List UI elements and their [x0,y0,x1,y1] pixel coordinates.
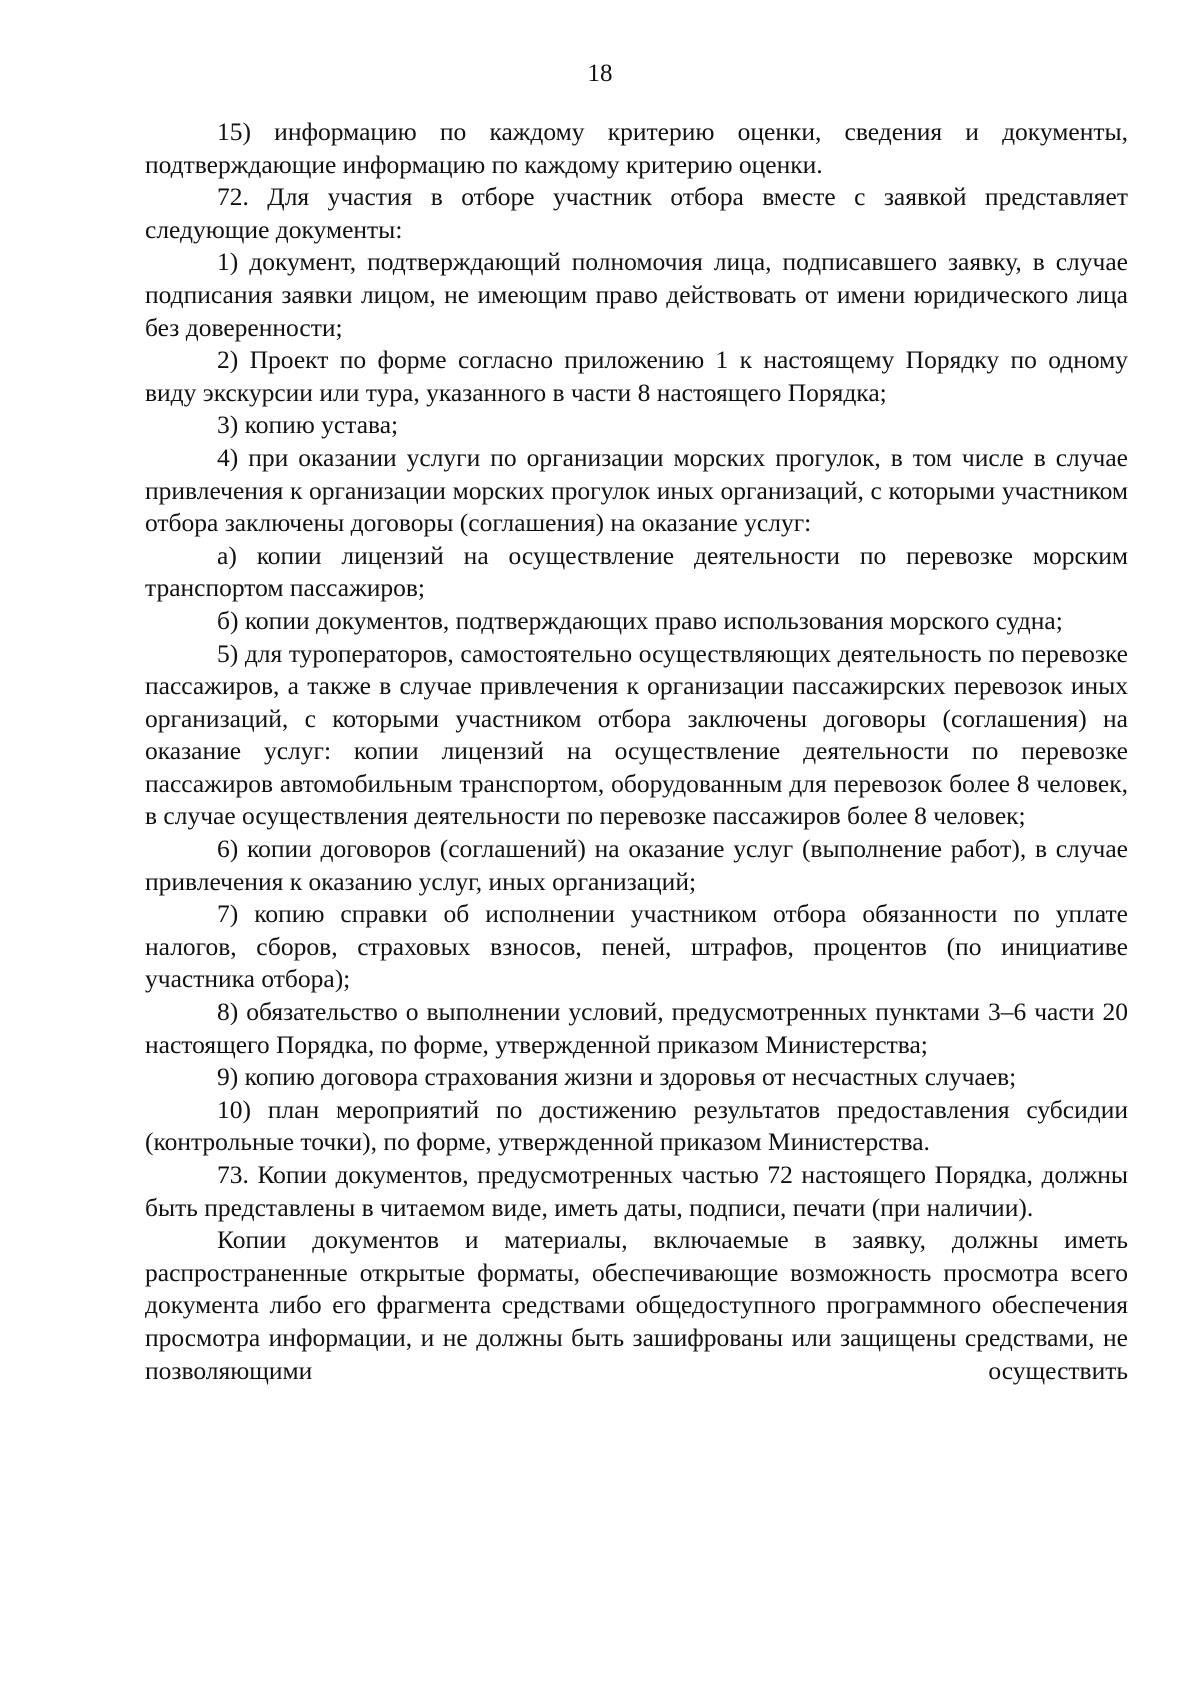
paragraph-item-4a: а) копии лицензий на осуществление деятельности по перевозке морским транспортом пассажиров; [145,540,1128,603]
paragraph-item-5: 5) для туроператоров, самостоятельно осуществляющих деятельность по перевозке пассажиров, а также в случае привлечения к организации пассажирских перевозок иных организаций, с которыми участником отбора заключены договоры (соглашения) на оказание услуг: копии лицензий на осуществление деятельности по перевозке пассажиров автомобильным транспортом, оборудованным для перевозок более 8 человек, в случае осуществления деятельности по перевозке пассажиров более 8 человек; [145,638,1128,831]
paragraph-item-2: 2) Проект по форме согласно приложению 1 к настоящему Порядку по одному виду экскурсии или тура, указанного в части 8 настоящего Порядка; [145,345,1128,407]
paragraph-item-10: 10) план мероприятий по достижению результатов предоставления субсидии (контрольные точки), по форме, утвержденной приказом Министерства. [145,1094,1128,1157]
paragraph-item-15: 15) информацию по каждому критерию оценки, сведения и документы, подтверждающие информацию по каждому критерию оценки. [145,117,1128,179]
paragraph-item-9: 9) копию договора страхования жизни и здоровья от несчастных случаев; [217,1062,1017,1092]
paragraph-copies-formats: Копии документов и материалы, включаемые в заявку, должны иметь распространенные открытые форматы, обеспечивающие возможность просмотра всего документа либо его фрагмента средствами общедоступного программного обеспечения просмотра информации, и не должны быть зашифрованы или защищены средствами, не позволяющими осуществить [145,1225,1128,1385]
paragraph-item-8: 8) обязательство о выполнении условий, предусмотренных пунктами 3–6 части 20 настоящего Порядка, по форме, утвержденной приказом Министерства; [145,997,1128,1059]
paragraph-section-72: 72. Для участия в отборе участник отбора вместе с заявкой представляет следующие документы: [145,182,1128,244]
paragraph-item-3: 3) копию устава; [217,410,399,440]
document-body [145,116,1128,1387]
paragraph-item-1: 1) документ, подтверждающий полномочия лица, подписавшего заявку, в случае подписания заявки лицом, не имеющим право действовать от имени юридического лица без доверенности; [145,247,1128,342]
paragraph-item-6: 6) копии договоров (соглашений) на оказание услуг (выполнение работ), в случае привлечения к оказанию услуг, иных организаций; [145,834,1128,896]
paragraph-item-4b: б) копии документов, подтверждающих право использования морского судна; [217,605,1063,635]
page-number: 18 [587,60,613,87]
paragraph-item-7: 7) копию справки об исполнении участником отбора обязанности по уплате налогов, сборов, страховых взносов, пеней, штрафов, процентов (по инициативе участника отбора); [145,899,1128,994]
paragraph-item-4: 4) при оказании услуги по организации морских прогулок, в том числе в случае привлечения к организации морских прогулок иных организаций, с которыми участником отбора заключены договоры (соглашения) на оказание услуг: [145,442,1128,538]
paragraph-section-73: 73. Копии документов, предусмотренных частью 72 настоящего Порядка, должны быть представлены в читаемом виде, иметь даты, подписи, печати (при наличии). [145,1160,1128,1222]
